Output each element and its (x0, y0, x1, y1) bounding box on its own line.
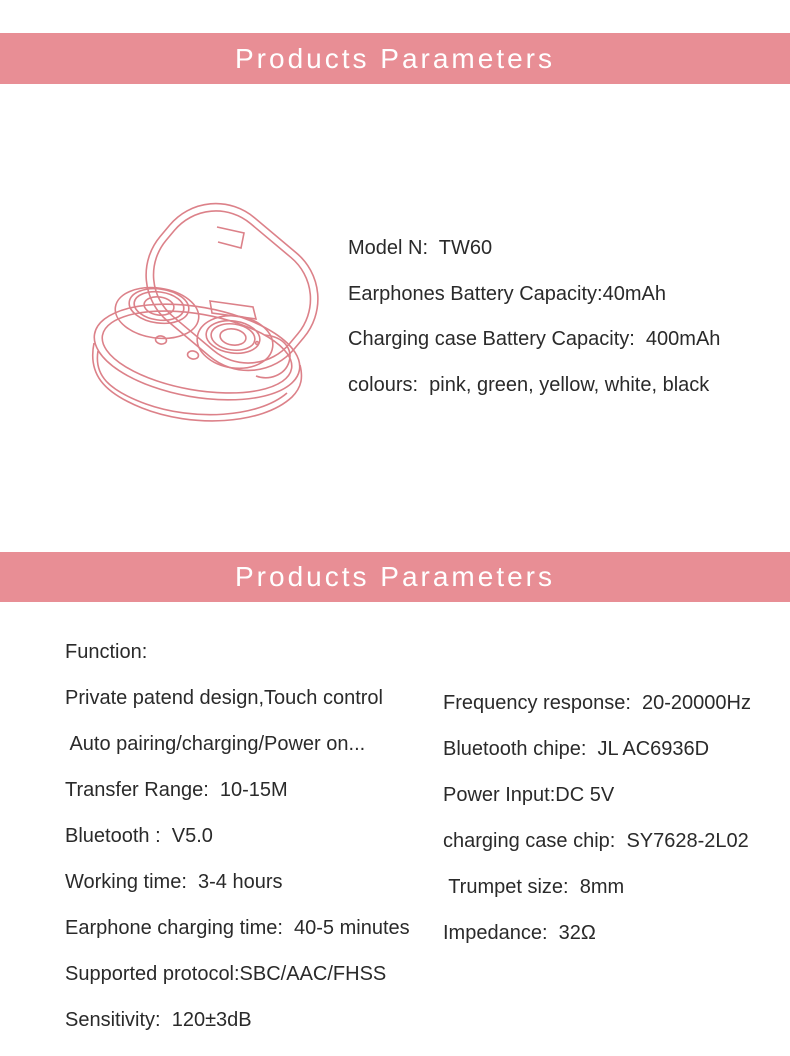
spec-charging-time: Earphone charging time: 40-5 minutes (65, 916, 410, 939)
detail-specs-left-column (65, 629, 410, 1043)
spec-working-time: Working time: 3-4 hours (65, 870, 283, 893)
spec-sensitivity: Sensitivity: 120±3dB (65, 1008, 252, 1031)
spec-design: Private patend design,Touch control (65, 686, 383, 709)
spec-bluetooth-chip: Bluetooth chipe: JL AC6936D (443, 737, 710, 760)
right-earbud-dot (256, 342, 259, 345)
spec-colours: colours: pink, green, yellow, white, black (348, 373, 710, 396)
spec-earphone-battery: Earphones Battery Capacity:40mAh (348, 282, 666, 305)
lid-group (122, 185, 343, 395)
detail-specs-right-column (443, 680, 751, 956)
lid-latch-tab (217, 227, 244, 248)
top-banner (0, 33, 790, 84)
earbuds-case-illustration-icon (60, 185, 380, 435)
spec-power-input: Power Input:DC 5V (443, 783, 615, 806)
spec-trumpet-size: Trumpet size: 8mm (443, 875, 625, 898)
right-earbud (194, 311, 290, 378)
spec-supported-protocol: Supported protocol:SBC/AAC/FHSS (65, 962, 387, 985)
top-banner-title: Products Parameters (235, 42, 555, 74)
spec-frequency-response: Frequency response: 20-20000Hz (443, 691, 751, 714)
spec-model: Model N: TW60 (348, 237, 493, 260)
product-image (60, 185, 380, 435)
bottom-banner-title: Products Parameters (235, 561, 555, 592)
bottom-banner (0, 552, 790, 602)
spec-case-battery: Charging case Battery Capacity: 400mAh (348, 328, 721, 351)
spec-case-chip: charging case chip: SY7628-2L02 (443, 829, 749, 852)
intro-specs (348, 226, 720, 408)
left-earbud (112, 282, 202, 343)
spec-transfer-range: Transfer Range: 10-15M (65, 778, 288, 801)
spec-bluetooth-version: Bluetooth : V5.0 (65, 824, 213, 847)
spec-auto-pairing: Auto pairing/charging/Power on... (65, 732, 366, 755)
spec-function-label: Function: (65, 640, 148, 663)
spec-impedance: Impedance: 32Ω (443, 921, 596, 944)
